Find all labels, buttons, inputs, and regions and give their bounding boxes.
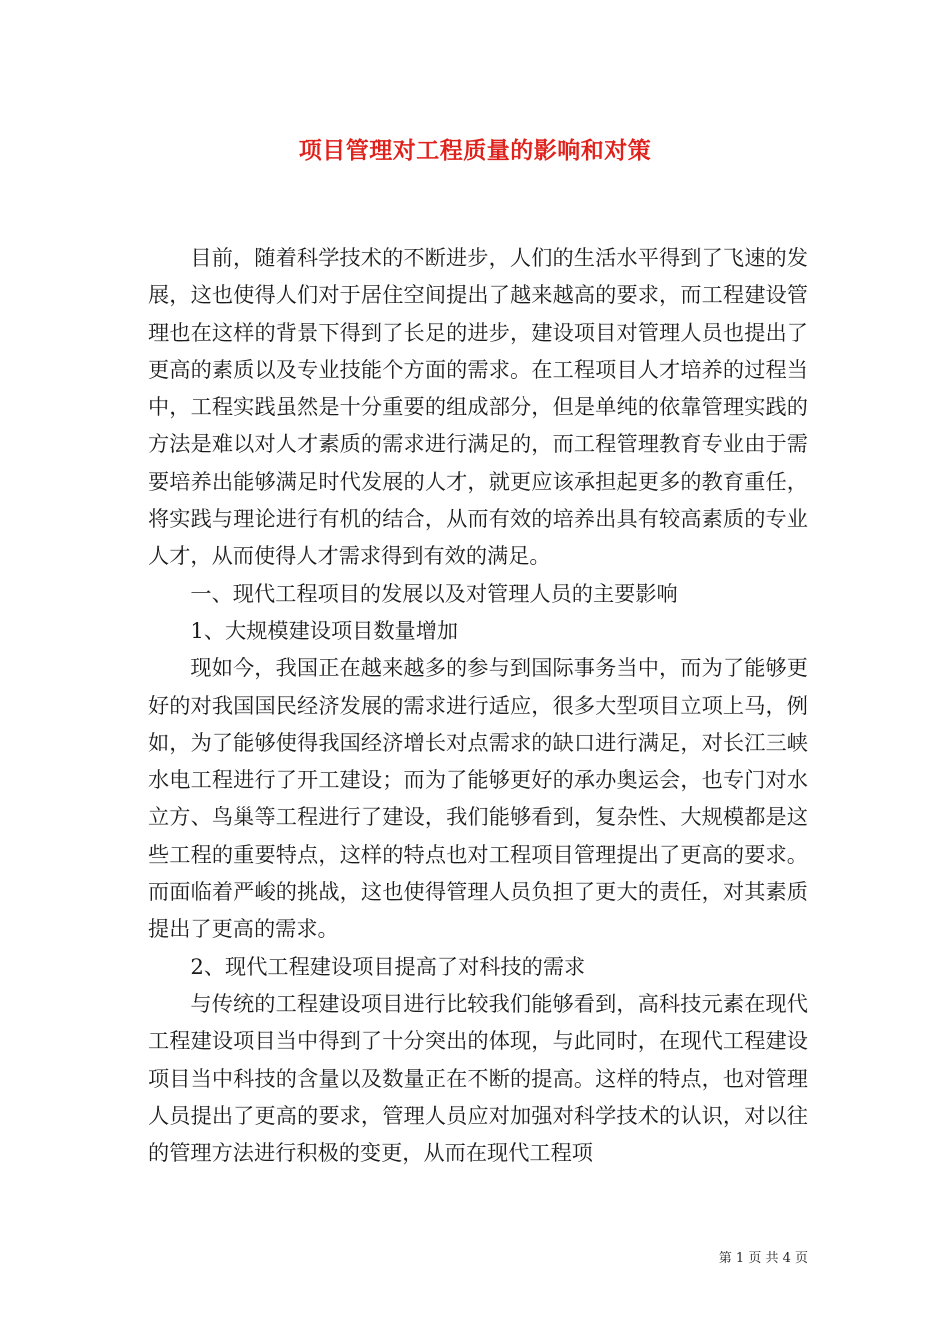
paragraph-intro: 目前，随着科学技术的不断进步，人们的生活水平得到了飞速的发展，这也使得人们对于居住空间提出了越来越高的要求，而工程建设管理也在这样的背景下得到了长足的进步，建设项目对管理人员也提出了更高的素质以及专业技能个方面的需求。在工程项目人才培养的过程当中，工程实践虽然是十分重要的组成部分，但是单纯的依靠管理实践的方法是难以对人才素质的需求进行满足的，而工程管理教育专业由于需要培养出能够满足时代发展的人才，就更应该承担起更多的教育重任，将实践与理论进行有机的结合，从而有效的培养出具有较高素质的专业人才，从而使得人才需求得到有效的满足。 (148, 245, 808, 569)
paragraph-large-projects: 现如今，我国正在越来越多的参与到国际事务当中，而为了能够更好的对我国国民经济发展的需求进行适应，很多大型项目立项上马，例如，为了能够使得我国经济增长对点需求的缺口进行满足，对长江三峡水电工程进行了开工建设；而为了能够更好的承办奥运会，也专门对水立方、鸟巢等工程进行了建设，我们能够看到，复杂性、大规模都是这些工程的重要特点，这样的特点也对工程项目管理提出了更高的要求。而面临着严峻的挑战，这也使得管理人员负担了更大的责任，对其素质提出了更高的需求。 (148, 655, 808, 942)
paragraph-technology: 与传统的工程建设项目进行比较我们能够看到，高科技元素在现代工程建设项目当中得到了十分突出的体现，与此同时，在现代工程建设项目当中科技的含量以及数量正在不断的提高。这样的特点，也对管理人员提出了更高的要求，管理人员应对加强对科学技术的认识，对以往的管理方法进行积极的变更，从而在现代工程项 (148, 990, 808, 1166)
document-body (148, 239, 808, 1171)
subsection-heading-2: 2、现代工程建设项目提高了对科技的需求 (190, 953, 586, 979)
section-heading-1: 一、现代工程项目的发展以及对管理人员的主要影响 (190, 580, 678, 606)
page-number-footer: 第 1 页 共 4 页 (718, 1251, 808, 1266)
subsection-heading-1: 1、大规模建设项目数量增加 (190, 617, 459, 643)
document-title: 项目管理对工程质量的影响和对策 (298, 138, 652, 164)
